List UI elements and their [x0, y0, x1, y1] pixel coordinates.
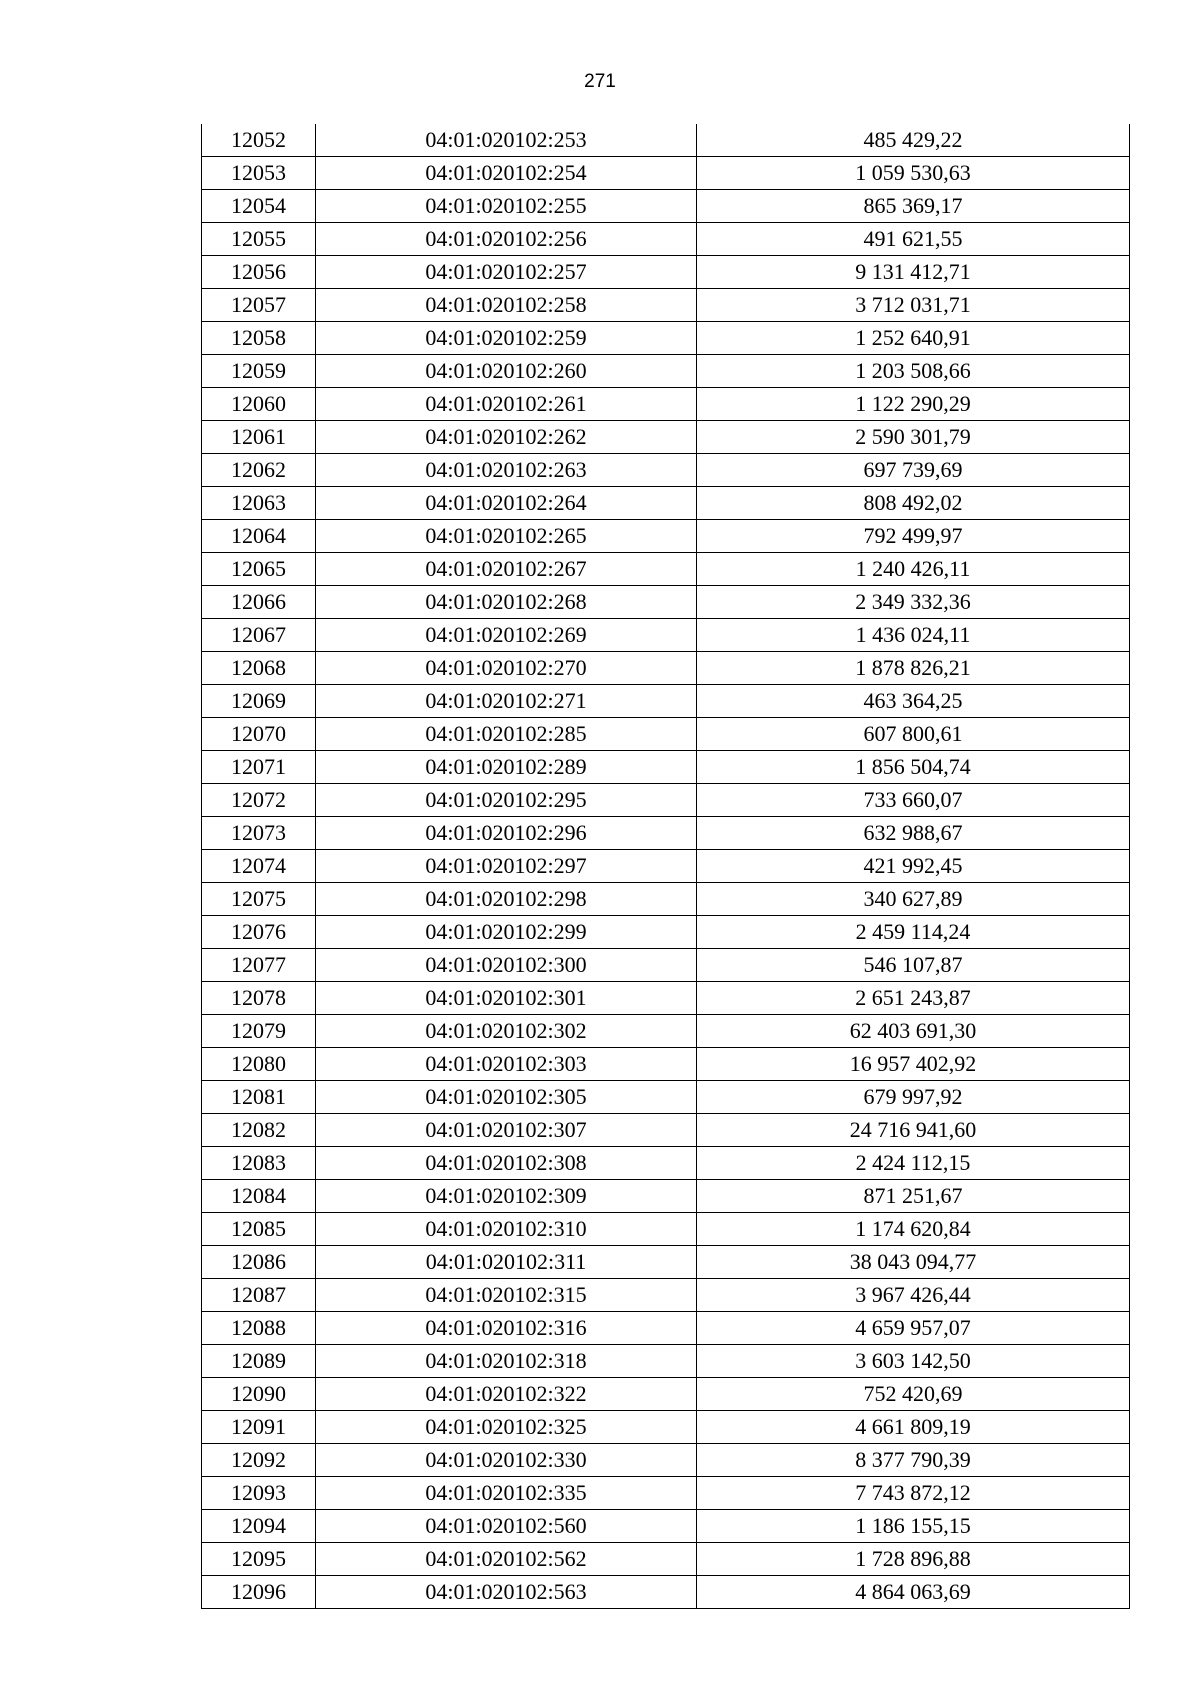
table-row	[202, 421, 1130, 454]
table-row	[202, 322, 1130, 355]
row-number-cell: 12067	[202, 619, 316, 652]
cadastral-value-cell: 1 174 620,84	[697, 1213, 1130, 1246]
row-number-cell: 12054	[202, 190, 316, 223]
cadastral-value-cell: 2 651 243,87	[697, 982, 1130, 1015]
table-row	[202, 355, 1130, 388]
row-number-cell: 12059	[202, 355, 316, 388]
page-number: 271	[584, 71, 616, 92]
row-number-cell: 12081	[202, 1081, 316, 1114]
cadastral-value-cell: 3 712 031,71	[697, 289, 1130, 322]
cadastral-number-cell: 04:01:020102:299	[316, 916, 697, 949]
row-number-cell: 12095	[202, 1543, 316, 1576]
cadastral-value-cell: 679 997,92	[697, 1081, 1130, 1114]
cadastral-value-cell: 485 429,22	[697, 124, 1130, 157]
row-number-cell: 12061	[202, 421, 316, 454]
cadastral-number-cell: 04:01:020102:298	[316, 883, 697, 916]
row-number-cell: 12057	[202, 289, 316, 322]
cadastral-value-cell: 1 059 530,63	[697, 157, 1130, 190]
table-row	[202, 124, 1130, 157]
cadastral-value-cell: 3 967 426,44	[697, 1279, 1130, 1312]
cadastral-value-cell: 24 716 941,60	[697, 1114, 1130, 1147]
row-number-cell: 12087	[202, 1279, 316, 1312]
table-row	[202, 1048, 1130, 1081]
cadastral-value-cell: 7 743 872,12	[697, 1477, 1130, 1510]
cadastral-value-cell: 733 660,07	[697, 784, 1130, 817]
cadastral-number-cell: 04:01:020102:256	[316, 223, 697, 256]
table-row	[202, 454, 1130, 487]
row-number-cell: 12068	[202, 652, 316, 685]
table-row	[202, 718, 1130, 751]
row-number-cell: 12085	[202, 1213, 316, 1246]
cadastral-number-cell: 04:01:020102:318	[316, 1345, 697, 1378]
row-number-cell: 12083	[202, 1147, 316, 1180]
cadastral-value-cell: 546 107,87	[697, 949, 1130, 982]
cadastral-value-cell: 421 992,45	[697, 850, 1130, 883]
cadastral-number-cell: 04:01:020102:295	[316, 784, 697, 817]
cadastral-number-cell: 04:01:020102:316	[316, 1312, 697, 1345]
table-row	[202, 883, 1130, 916]
cadastral-number-cell: 04:01:020102:325	[316, 1411, 697, 1444]
row-number-cell: 12072	[202, 784, 316, 817]
row-number-cell: 12096	[202, 1576, 316, 1609]
table-row	[202, 751, 1130, 784]
cadastral-value-cell: 1 436 024,11	[697, 619, 1130, 652]
cadastral-number-cell: 04:01:020102:269	[316, 619, 697, 652]
table-row	[202, 652, 1130, 685]
table-row	[202, 817, 1130, 850]
cadastral-number-cell: 04:01:020102:261	[316, 388, 697, 421]
cadastral-value-cell: 16 957 402,92	[697, 1048, 1130, 1081]
cadastral-value-cell: 3 603 142,50	[697, 1345, 1130, 1378]
cadastral-value-cell: 9 131 412,71	[697, 256, 1130, 289]
cadastral-number-cell: 04:01:020102:254	[316, 157, 697, 190]
cadastral-value-cell: 2 459 114,24	[697, 916, 1130, 949]
cadastral-number-cell: 04:01:020102:300	[316, 949, 697, 982]
cadastral-number-cell: 04:01:020102:315	[316, 1279, 697, 1312]
cadastral-number-cell: 04:01:020102:307	[316, 1114, 697, 1147]
row-number-cell: 12074	[202, 850, 316, 883]
cadastral-number-cell: 04:01:020102:257	[316, 256, 697, 289]
row-number-cell: 12063	[202, 487, 316, 520]
row-number-cell: 12069	[202, 685, 316, 718]
table-row	[202, 1246, 1130, 1279]
cadastral-number-cell: 04:01:020102:303	[316, 1048, 697, 1081]
table-row	[202, 223, 1130, 256]
cadastral-value-cell: 1 203 508,66	[697, 355, 1130, 388]
row-number-cell: 12065	[202, 553, 316, 586]
row-number-cell: 12056	[202, 256, 316, 289]
cadastral-number-cell: 04:01:020102:285	[316, 718, 697, 751]
row-number-cell: 12077	[202, 949, 316, 982]
table-row	[202, 784, 1130, 817]
cadastral-value-cell: 752 420,69	[697, 1378, 1130, 1411]
table-row	[202, 1279, 1130, 1312]
cadastral-number-cell: 04:01:020102:335	[316, 1477, 697, 1510]
cadastral-value-cell: 62 403 691,30	[697, 1015, 1130, 1048]
table-row	[202, 1378, 1130, 1411]
row-number-cell: 12079	[202, 1015, 316, 1048]
table-row	[202, 1411, 1130, 1444]
cadastral-value-cell: 4 864 063,69	[697, 1576, 1130, 1609]
cadastral-value-cell: 1 240 426,11	[697, 553, 1130, 586]
row-number-cell: 12076	[202, 916, 316, 949]
cadastral-value-cell: 632 988,67	[697, 817, 1130, 850]
table-row	[202, 1081, 1130, 1114]
row-number-cell: 12089	[202, 1345, 316, 1378]
cadastral-number-cell: 04:01:020102:253	[316, 124, 697, 157]
cadastral-number-cell: 04:01:020102:308	[316, 1147, 697, 1180]
cadastral-number-cell: 04:01:020102:289	[316, 751, 697, 784]
cadastral-value-cell: 865 369,17	[697, 190, 1130, 223]
table-row	[202, 1114, 1130, 1147]
row-number-cell: 12088	[202, 1312, 316, 1345]
row-number-cell: 12092	[202, 1444, 316, 1477]
cadastral-value-cell: 340 627,89	[697, 883, 1130, 916]
cadastral-number-cell: 04:01:020102:271	[316, 685, 697, 718]
cadastral-value-cell: 38 043 094,77	[697, 1246, 1130, 1279]
table-row	[202, 289, 1130, 322]
cadastral-number-cell: 04:01:020102:305	[316, 1081, 697, 1114]
cadastral-number-cell: 04:01:020102:262	[316, 421, 697, 454]
cadastral-value-cell: 491 621,55	[697, 223, 1130, 256]
row-number-cell: 12060	[202, 388, 316, 421]
cadastral-value-cell: 1 186 155,15	[697, 1510, 1130, 1543]
table-row	[202, 487, 1130, 520]
cadastral-value-cell: 792 499,97	[697, 520, 1130, 553]
table-row	[202, 157, 1130, 190]
cadastral-number-cell: 04:01:020102:302	[316, 1015, 697, 1048]
cadastral-number-cell: 04:01:020102:330	[316, 1444, 697, 1477]
cadastral-number-cell: 04:01:020102:267	[316, 553, 697, 586]
cadastral-number-cell: 04:01:020102:263	[316, 454, 697, 487]
table-row	[202, 1345, 1130, 1378]
table-row	[202, 1213, 1130, 1246]
table-row	[202, 520, 1130, 553]
cadastral-number-cell: 04:01:020102:296	[316, 817, 697, 850]
row-number-cell: 12094	[202, 1510, 316, 1543]
table-row	[202, 553, 1130, 586]
cadastral-number-cell: 04:01:020102:560	[316, 1510, 697, 1543]
cadastral-number-cell: 04:01:020102:259	[316, 322, 697, 355]
table-row	[202, 388, 1130, 421]
cadastral-value-cell: 697 739,69	[697, 454, 1130, 487]
table-row	[202, 1477, 1130, 1510]
table-row	[202, 619, 1130, 652]
row-number-cell: 12055	[202, 223, 316, 256]
cadastral-number-cell: 04:01:020102:311	[316, 1246, 697, 1279]
cadastral-value-cell: 1 856 504,74	[697, 751, 1130, 784]
table-row	[202, 1180, 1130, 1213]
cadastral-value-cell: 1 122 290,29	[697, 388, 1130, 421]
cadastral-value-cell: 1 252 640,91	[697, 322, 1130, 355]
table-row	[202, 586, 1130, 619]
row-number-cell: 12071	[202, 751, 316, 784]
cadastral-value-cell: 1 878 826,21	[697, 652, 1130, 685]
row-number-cell: 12075	[202, 883, 316, 916]
cadastral-number-cell: 04:01:020102:562	[316, 1543, 697, 1576]
row-number-cell: 12073	[202, 817, 316, 850]
table-row	[202, 1312, 1130, 1345]
table-body	[202, 124, 1130, 1609]
row-number-cell: 12052	[202, 124, 316, 157]
cadastral-number-cell: 04:01:020102:268	[316, 586, 697, 619]
table-row	[202, 1510, 1130, 1543]
row-number-cell: 12062	[202, 454, 316, 487]
cadastral-value-cell: 1 728 896,88	[697, 1543, 1130, 1576]
row-number-cell: 12070	[202, 718, 316, 751]
cadastral-number-cell: 04:01:020102:258	[316, 289, 697, 322]
cadastral-value-cell: 607 800,61	[697, 718, 1130, 751]
row-number-cell: 12082	[202, 1114, 316, 1147]
row-number-cell: 12090	[202, 1378, 316, 1411]
table-row	[202, 685, 1130, 718]
cadastral-value-cell: 2 424 112,15	[697, 1147, 1130, 1180]
row-number-cell: 12078	[202, 982, 316, 1015]
cadastral-number-cell: 04:01:020102:255	[316, 190, 697, 223]
table-row	[202, 190, 1130, 223]
cadastral-value-table	[201, 124, 1130, 1609]
cadastral-value-cell: 463 364,25	[697, 685, 1130, 718]
row-number-cell: 12086	[202, 1246, 316, 1279]
cadastral-value-cell: 4 661 809,19	[697, 1411, 1130, 1444]
row-number-cell: 12066	[202, 586, 316, 619]
table-row	[202, 916, 1130, 949]
row-number-cell: 12053	[202, 157, 316, 190]
cadastral-value-cell: 871 251,67	[697, 1180, 1130, 1213]
row-number-cell: 12064	[202, 520, 316, 553]
row-number-cell: 12084	[202, 1180, 316, 1213]
cadastral-value-cell: 808 492,02	[697, 487, 1130, 520]
cadastral-value-cell: 2 590 301,79	[697, 421, 1130, 454]
cadastral-value-cell: 8 377 790,39	[697, 1444, 1130, 1477]
cadastral-number-cell: 04:01:020102:301	[316, 982, 697, 1015]
cadastral-number-cell: 04:01:020102:297	[316, 850, 697, 883]
table-row	[202, 1015, 1130, 1048]
table-row	[202, 1147, 1130, 1180]
cadastral-number-cell: 04:01:020102:563	[316, 1576, 697, 1609]
row-number-cell: 12093	[202, 1477, 316, 1510]
table-row	[202, 949, 1130, 982]
row-number-cell: 12080	[202, 1048, 316, 1081]
table-row	[202, 850, 1130, 883]
cadastral-number-cell: 04:01:020102:265	[316, 520, 697, 553]
row-number-cell: 12091	[202, 1411, 316, 1444]
row-number-cell: 12058	[202, 322, 316, 355]
cadastral-number-cell: 04:01:020102:309	[316, 1180, 697, 1213]
cadastral-value-cell: 2 349 332,36	[697, 586, 1130, 619]
table-row	[202, 1576, 1130, 1609]
table-row	[202, 1444, 1130, 1477]
cadastral-number-cell: 04:01:020102:260	[316, 355, 697, 388]
cadastral-number-cell: 04:01:020102:270	[316, 652, 697, 685]
cadastral-number-cell: 04:01:020102:310	[316, 1213, 697, 1246]
cadastral-number-cell: 04:01:020102:264	[316, 487, 697, 520]
table-row	[202, 982, 1130, 1015]
cadastral-number-cell: 04:01:020102:322	[316, 1378, 697, 1411]
table-row	[202, 256, 1130, 289]
cadastral-value-cell: 4 659 957,07	[697, 1312, 1130, 1345]
table-row	[202, 1543, 1130, 1576]
